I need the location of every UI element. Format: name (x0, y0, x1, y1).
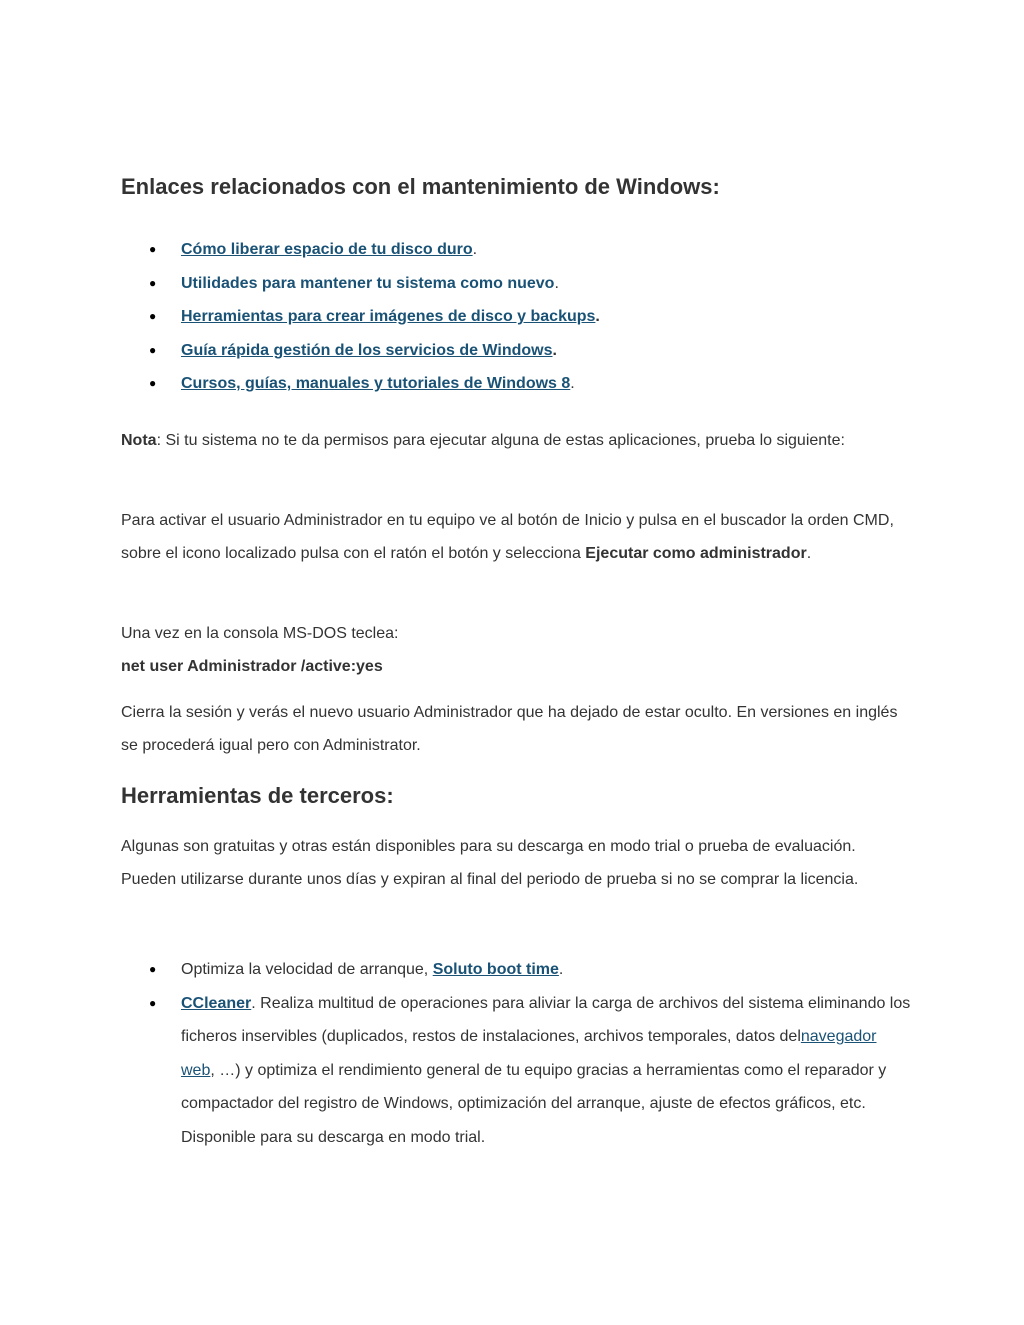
list-item: ● CCleaner. Realiza multitud de operaciones para aliviar la carga de archivos del sistema eliminando los ficheros inservibles (duplicados, restos de instalaciones, archivos temporales, datos delnavegador web, …) y optimiza el rendimiento general de tu equipo gracias a herramientas como el reparador y compactador del registro de Windows, optimización del arranque, ajuste de efectos gráficos, etc. Disponible para su descarga en modo trial. (121, 987, 911, 1155)
bullet-icon: ● (149, 962, 157, 976)
heading-maintenance-links: Enlaces relacionados con el mantenimiento de Windows: (121, 174, 720, 199)
heading-third-party-tools: Herramientas de terceros: (121, 783, 394, 808)
bullet-icon: ● (149, 376, 157, 390)
list-item: ● Cómo liberar espacio de tu disco duro. (121, 233, 911, 267)
tools-list (121, 953, 911, 1154)
bullet-icon: ● (149, 342, 157, 357)
link-free-disk-space[interactable]: Cómo liberar espacio de tu disco duro (181, 241, 473, 258)
tools-intro-paragraph: Algunas son gratuitas y otras están disponibles para su descarga en modo trial o prueba de evaluación. Pueden utilizarse durante unos días y expiran al final del periodo de prueba si no se comprar la licencia. (121, 838, 859, 888)
close-session-paragraph: Cierra la sesión y verás el nuevo usuario Administrador que ha dejado de estar oculto. En versiones en inglés se procederá igual pero con Administrator. (121, 704, 898, 754)
list-item: ● Herramientas para crear imágenes de disco y backups. (121, 300, 911, 334)
related-links-list (121, 233, 911, 401)
link-soluto-boot-time[interactable]: Soluto boot time (432, 961, 559, 978)
admin-paragraph: Para activar el usuario Administrador en tu equipo ve al botón de Inicio y pulsa en el buscador la orden CMD, sobre el icono localizado pulsa con el ratón el botón y selecciona Ejecutar como administrador. (121, 512, 894, 562)
note-paragraph: Nota: Si tu sistema no te da permisos para ejecutar alguna de estas aplicaciones, prueba lo siguiente: (121, 432, 845, 449)
link-web-browser[interactable]: navegador web (181, 1028, 877, 1079)
list-item: ● Guía rápida gestión de los servicios de Windows. (121, 334, 911, 368)
bullet-icon: ● (149, 242, 157, 256)
list-item: ● Cursos, guías, manuales y tutoriales de Windows 8. (121, 367, 911, 401)
text-utilities: Utilidades para mantener tu sistema como nuevo (181, 274, 555, 292)
console-command: net user Administrador /active:yes (121, 658, 383, 675)
bullet-icon: ● (149, 995, 157, 1010)
note-label: Nota (121, 432, 157, 449)
link-windows-services-guide[interactable]: Guía rápida gestión de los servicios de Windows (181, 341, 553, 359)
bullet-icon: ● (149, 275, 157, 290)
link-ccleaner[interactable]: CCleaner (181, 994, 252, 1012)
link-windows8-courses[interactable]: Cursos, guías, manuales y tutoriales de Windows 8 (181, 375, 571, 392)
console-paragraph: Una vez en la consola MS-DOS teclea: net user Administrador /active:yes (121, 625, 399, 675)
link-disk-images-backups[interactable]: Herramientas para crear imágenes de disco y backups (181, 308, 596, 325)
list-item: ● Utilidades para mantener tu sistema como nuevo. (121, 267, 911, 301)
list-item: ● Optimiza la velocidad de arranque, Soluto boot time. (121, 953, 911, 987)
run-as-admin-text: Ejecutar como administrador (585, 545, 807, 562)
bullet-icon: ● (149, 309, 157, 323)
